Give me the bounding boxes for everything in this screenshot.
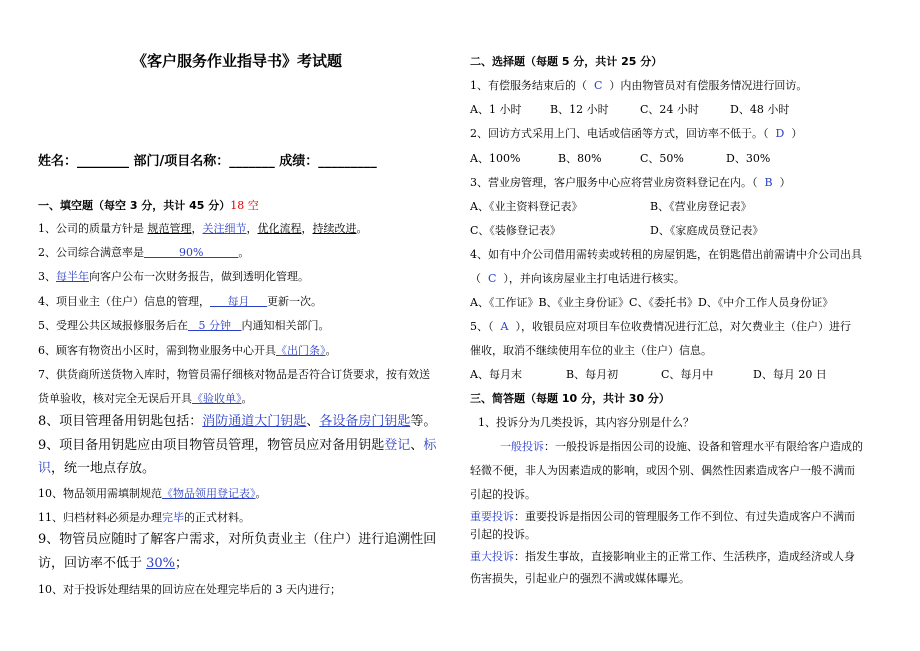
choice-q5-options <box>470 368 827 382</box>
cq4-answer: C <box>488 272 497 285</box>
cq2-option-d: D、30% <box>726 152 771 165</box>
q7-answer: 《验收单》 <box>192 392 242 405</box>
cq3-answer: B <box>764 176 773 189</box>
choice-q3 <box>470 176 791 190</box>
choice-q4-options: A、《工作证》B、《业主身份证》C、《委托书》D、《中介工作人员身份证》 <box>470 296 834 309</box>
q6-suffix: 。 <box>325 344 337 357</box>
cq3-option-a: A、《业主资料登记表》 <box>470 200 583 213</box>
q9-prefix: 9、项目备用钥匙应由项目物管员管理，物管员应对备用钥匙 <box>38 438 385 453</box>
q1-answer3: 优化流程 <box>257 222 302 235</box>
fill-q11 <box>38 511 250 525</box>
q5-prefix: 5、受理公共区域报修服务后在 <box>38 319 188 332</box>
fill-q2 <box>38 246 249 260</box>
q9-answer1: 登记 <box>384 438 411 453</box>
student-info-line: 姓名：________ 部门/项目名称：_______ 成绩：_________ <box>38 154 377 169</box>
major-complaint-line2: 引起的投诉。 <box>470 528 536 541</box>
cq3-option-c: C、《装修登记表》 <box>470 224 561 237</box>
section2-title: 二、选择题（每题 5 分，共计 25 分） <box>470 55 663 68</box>
general-complaint-line1 <box>500 440 863 454</box>
q8-sep: 、 <box>306 414 320 429</box>
cq1-option-a: A、1 小时 <box>470 103 522 116</box>
q1-answer2: 关注细节 <box>202 222 247 235</box>
cq1-option-c: C、24 小时 <box>640 103 699 116</box>
section2-heading <box>470 55 662 69</box>
q7-prefix: 货单验收，核对完全无误后开具 <box>38 392 192 405</box>
q11-answer: 完毕 <box>162 511 184 524</box>
q8-suffix: 等。 <box>410 414 437 429</box>
q12-answer: 30% <box>146 556 176 571</box>
fill-q12-line1: 9、物管员应随时了解客户需求，对所负责业主（住户）进行追溯性回 <box>38 532 437 547</box>
q11-suffix: 的正式材料。 <box>184 511 250 524</box>
fill-q7-line2 <box>38 392 253 406</box>
general-complaint-line3: 引起的投诉。 <box>470 488 536 501</box>
cq5-option-d: D、每月 20 日 <box>753 368 827 381</box>
fill-q3 <box>38 270 309 284</box>
q3-answer: 每半年 <box>56 270 89 283</box>
choice-q2-options <box>470 152 770 166</box>
q10-prefix: 10、物品领用需填制规范 <box>38 487 162 500</box>
cq3-suffix: ） <box>772 176 791 189</box>
major-complaint-text: ：重要投诉是指因公司的管理服务工作不到位、有过失造成客户不满而 <box>514 510 855 523</box>
cq2-option-b: B、80% <box>558 152 602 165</box>
q1-answer1: 规范管理 <box>147 222 192 235</box>
cq2-suffix: ） <box>784 127 803 140</box>
q4-suffix: 更新一次。 <box>266 295 322 308</box>
fill-q7-line1: 7、供货商所送货物入库时，物管员需仔细核对物品是否符合订货要求，按有效送 <box>38 368 430 381</box>
q3-num: 3、 <box>38 270 56 283</box>
fill-q6 <box>38 344 337 358</box>
q11-prefix: 11、归档材料必须是办理 <box>38 511 162 524</box>
cq5-answer: A <box>500 320 509 333</box>
cq4-suffix: ），并向该房屋业主打电话进行核实。 <box>496 272 685 285</box>
fill-q8 <box>38 415 436 429</box>
short-q1: 1、投诉分为几类投诉，其内容分别是什么？ <box>478 416 694 429</box>
section1-heading <box>38 199 259 213</box>
cq1-answer: C <box>594 79 603 92</box>
q4-prefix: 4、项目业主（住户）信息的管理， <box>38 295 210 308</box>
cq3-option-d: D、《家庭成员登记表》 <box>650 224 764 237</box>
serious-complaint-line2: 伤害损失，引起业户的强烈不满或媒体曝光。 <box>470 572 690 585</box>
cq1-prefix: 1、有偿服务结束后的（ <box>470 79 594 92</box>
fill-q13: 10、对于投诉处理结果的回访应在处理完毕后的 3 天内进行； <box>38 583 341 596</box>
q12-suffix: ； <box>175 556 189 571</box>
choice-q5-line2: 催收，取消不继续使用车位的业主（住户）信息。 <box>470 344 712 357</box>
page-title: 《客户服务作业指导书》考试题 <box>132 52 343 70</box>
choice-q1-options <box>470 103 789 117</box>
choice-q3-options-row1 <box>470 200 752 214</box>
q5-answer: 5 分钟 <box>188 319 242 332</box>
serious-complaint-text: ：指发生事故，直接影响业主的正常工作、生活秩序，造成经济或人身 <box>514 550 855 563</box>
q1-sep2: ， <box>246 222 258 235</box>
q1-prefix: 1、公司的质量方针是 <box>38 222 148 235</box>
q8-prefix: 8、项目管理备用钥匙包括： <box>38 414 203 429</box>
serious-complaint-line1 <box>470 550 855 564</box>
fill-q9-line2 <box>38 462 155 476</box>
q8-answer1: 消防通道大门钥匙 <box>202 414 307 429</box>
choice-q2 <box>470 127 802 141</box>
cq4-prefix: （ <box>470 272 488 285</box>
cq5-option-c: C、每月中 <box>661 368 714 381</box>
choice-q5-line1 <box>470 320 851 334</box>
q2-answer: 90% <box>144 246 239 259</box>
q12-prefix: 访，回访率不低于 <box>38 556 147 571</box>
general-complaint-line2: 轻微不便，非人为因素造成的影响，或因个别、偶然性因素造成客户一般不满而 <box>470 464 855 477</box>
q10-answer: 《物品领用登记表》 <box>162 487 256 500</box>
cq1-suffix: ）内由物管员对有偿服务情况进行回访。 <box>602 79 808 92</box>
general-complaint-label: 一般投诉 <box>500 440 544 453</box>
q7-suffix: 。 <box>241 392 253 405</box>
q8-answer2: 各设备房门钥匙 <box>319 414 411 429</box>
serious-complaint-label: 重大投诉 <box>470 550 514 563</box>
q9-suffix: ，统一地点存放。 <box>51 461 156 476</box>
q5-suffix: 内通知相关部门。 <box>241 319 330 332</box>
cq2-prefix: 2、回访方式采用上门、电话或信函等方式，回访率不低于。（ <box>470 127 776 140</box>
choice-q4-line1: 4、如有中介公司借用需转卖或转租的房屋钥匙，在钥匙借出前需请中介公司出具 <box>470 248 862 261</box>
q1-sep4: 。 <box>356 222 368 235</box>
cq1-option-b: B、12 小时 <box>550 103 609 116</box>
fill-q4 <box>38 295 322 309</box>
q9-answer2-part1: 标 <box>423 438 437 453</box>
q1-answer4: 持续改进 <box>312 222 357 235</box>
choice-q4-line2 <box>470 272 685 286</box>
cq2-answer: D <box>775 127 785 140</box>
q9-sep: 、 <box>410 438 424 453</box>
section3-title: 三、简答题（每题 10 分，共计 30 分） <box>470 392 670 405</box>
q6-answer: 《出门条》 <box>276 344 326 357</box>
q9-answer2-part2: 识 <box>38 461 52 476</box>
major-complaint-line1 <box>470 510 855 524</box>
q2-prefix: 2、公司综合满意率是 <box>38 246 144 259</box>
q4-answer: 每月 <box>210 295 267 308</box>
q3-suffix: 向客户公布一次财务报告，做到透明化管理。 <box>89 270 309 283</box>
cq5-option-b: B、每月初 <box>566 368 619 381</box>
fill-q10 <box>38 487 267 501</box>
cq2-option-a: A、100% <box>470 152 521 165</box>
cq3-prefix: 3、营业房管理，客户服务中心应将营业房资料登记在内。（ <box>470 176 765 189</box>
section1-title: 一、填空题（每空 3 分，共计 45 分） <box>38 199 231 212</box>
cq5-option-a: A、每月末 <box>470 368 522 381</box>
cq1-option-d: D、48 小时 <box>730 103 790 116</box>
general-complaint-text: ：一般投诉是指因公司的设施、设备和管理水平有限给客户造成的 <box>544 440 863 453</box>
cq3-option-b: B、《营业房登记表》 <box>650 200 752 213</box>
cq5-prefix: 5、（ <box>470 320 501 333</box>
cq5-suffix: ），收银员应对项目车位收费情况进行汇总，对欠费业主（住户）进行 <box>508 320 851 333</box>
fill-q5 <box>38 319 329 333</box>
q10-suffix: 。 <box>255 487 267 500</box>
q1-sep1: ， <box>191 222 203 235</box>
choice-q1 <box>470 79 807 93</box>
section1-blank-count: 18 空 <box>230 199 259 212</box>
cq2-option-c: C、50% <box>640 152 684 165</box>
section3-heading <box>470 392 670 406</box>
fill-q12-line2 <box>38 557 188 571</box>
q2-suffix: 。 <box>238 246 250 259</box>
q6-prefix: 6、顾客有物资出小区时，需到物业服务中心开具 <box>38 344 276 357</box>
fill-q9-line1 <box>38 439 436 453</box>
choice-q3-options-row2 <box>470 224 763 238</box>
q1-sep3: ， <box>301 222 313 235</box>
fill-q1 <box>38 222 368 236</box>
major-complaint-label: 重要投诉 <box>470 510 514 523</box>
